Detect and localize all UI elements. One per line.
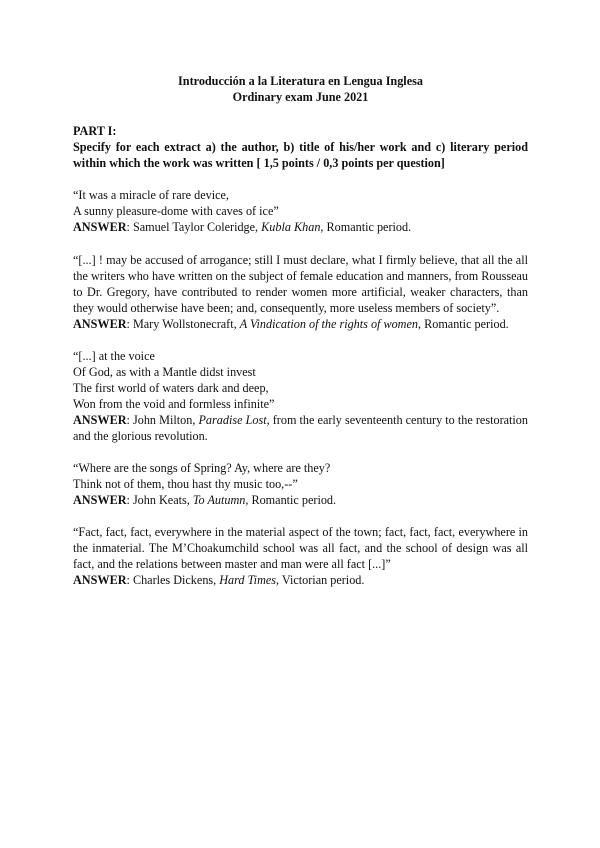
quote-line: The first world of waters dark and deep,	[73, 381, 269, 395]
part-heading-block	[73, 123, 528, 171]
extract-4	[73, 460, 528, 508]
extract-3	[73, 348, 528, 444]
answer-line: ANSWER: John Keats, To Autumn, Romantic period.	[73, 493, 337, 507]
quote-line: “Fact, fact, fact, everywhere in the material aspect of the town; fact, fact, fact, everywhere in	[73, 525, 528, 539]
instructions-line: Specify for each extract a) the author, b) title of his/her work and c) literary period	[73, 140, 528, 154]
quote-line: they would otherwise have been; and, consequently, more useless members of society”.	[73, 301, 500, 315]
quote-line: A sunny pleasure-dome with caves of ice”	[73, 204, 279, 218]
quote-line: Won from the void and formless infinite”	[73, 397, 275, 411]
work-title: Hard Times	[219, 573, 277, 587]
extract-5	[73, 524, 528, 588]
work-title: A Vindication of the rights of women	[239, 317, 418, 331]
quote-line: “[...] ! may be accused of arrogance; still I must declare, what I firmly believe, that all the all	[73, 253, 528, 267]
document-title: Introducción a la Literatura en Lengua Inglesa	[178, 74, 423, 88]
quote-line: Of God, as with a Mantle didst invest	[73, 365, 256, 379]
quote-line: fact, and the relations between master and man were all fact [...]”	[73, 557, 391, 571]
quote-line: “It was a miracle of rare device,	[73, 188, 229, 202]
answer-label: ANSWER	[73, 317, 127, 331]
quote-line: Think not of them, thou hast thy music too,--”	[73, 477, 298, 491]
quote-line: to Dr. Gregory, have contributed to render women more artificial, weaker characters, than	[73, 285, 528, 299]
answer-line: ANSWER: Charles Dickens, Hard Times, Victorian period.	[73, 573, 365, 587]
document-header	[73, 73, 528, 105]
work-title: To Autumn	[192, 493, 246, 507]
part-heading: PART I:	[73, 124, 117, 138]
extract-2	[73, 252, 528, 332]
extract-1	[73, 187, 528, 235]
work-title: Kubla Khan	[261, 220, 321, 234]
quote-line: the inmaterial. The M’Choakumchild school was all fact, and the school of design was all	[73, 541, 528, 555]
answer-label: ANSWER	[73, 220, 127, 234]
answer-line: ANSWER: Mary Wollstonecraft, A Vindication of the rights of women, Romantic period.	[73, 317, 509, 331]
answer-line-cont: and the glorious revolution.	[73, 429, 208, 443]
answer-label: ANSWER	[73, 493, 127, 507]
quote-line: the writers who have written on the subject of female education and manners, from Rousseau	[73, 269, 528, 283]
quote-line: “[...] at the voice	[73, 349, 155, 363]
answer-line: ANSWER: John Milton, Paradise Lost, from the early seventeenth century to the restoration	[73, 413, 528, 427]
work-title: Paradise Lost	[198, 413, 267, 427]
instructions-line: within which the work was written [ 1,5 points / 0,3 points per question]	[73, 156, 445, 170]
answer-line: ANSWER: Samuel Taylor Coleridge, Kubla Khan, Romantic period.	[73, 220, 412, 234]
answer-label: ANSWER	[73, 573, 127, 587]
quote-line: “Where are the songs of Spring? Ay, where are they?	[73, 461, 331, 475]
document-subtitle: Ordinary exam June 2021	[232, 90, 369, 104]
answer-label: ANSWER	[73, 413, 127, 427]
